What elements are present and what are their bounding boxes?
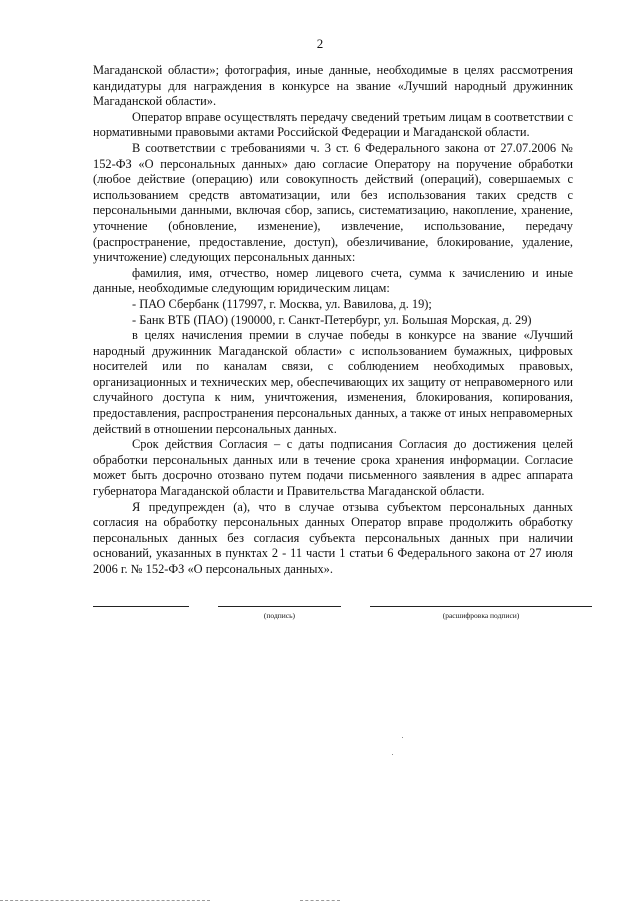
paragraph-data-list: фамилия, имя, отчество, номер лицевого счета, сумма к зачислению и иные данные, необходимые следующим юридическим лицам:	[93, 265, 573, 296]
paragraph-third-party-transfer: Оператор вправе осуществлять передачу сведений третьим лицам в соответствии с нормативными правовыми актами Российской Федерации и Магаданской области.	[93, 109, 573, 140]
scan-speck	[392, 754, 393, 755]
paragraph-purpose: в целях начисления премии в случае победы в конкурсе на звание «Лучший народный дружинник Магаданской области» с использованием бумажных, цифровых носителей или по каналам связи, с соблюдением необходимых правовых, организационных и технических мер, обеспечивающих их защиту от неправомерного или случайного доступа к ним, уничтожения, изменения, блокирования, копирования, предоставления, распространения персональных данных, а также от иных неправомерных действий в отношении персональных данных.	[93, 328, 573, 436]
scan-speck	[402, 737, 403, 738]
signature-decoding-line	[370, 606, 592, 607]
bank-item-vtb: - Банк ВТБ (ПАО) (190000, г. Санкт-Петербург, ул. Большая Морская, д. 29)	[132, 312, 532, 327]
signature-caption: (подпись)	[263, 611, 296, 620]
scan-edge-right	[300, 900, 340, 902]
signature-decoding-caption: (расшифровка подписи)	[442, 611, 520, 620]
paragraph-personal-data-continuation: Магаданской области»; фотография, иные данные, необходимые в целях рассмотрения кандидатуры для награждения в конкурсе на звание «Лучший народный дружинник Магаданской области».	[93, 63, 573, 109]
consent-text	[93, 63, 573, 578]
scan-edge-left	[0, 900, 210, 902]
date-line	[93, 606, 189, 607]
paragraph-revocation-warning: Я предупрежден (а), что в случае отзыва субъектом персональных данных согласия на обработку персональных данных Оператор вправе продолжить обработку персональных данных без согласия субъекта персональных данных при наличии оснований, указанных в пунктах 2 - 11 части 1 статьи 6 Федерального закона от 27 июля 2006 г. № 152-ФЗ «О персональных данных».	[93, 499, 573, 576]
page-number: 2	[316, 36, 324, 51]
bank-item-sberbank: - ПАО Сбербанк (117997, г. Москва, ул. Вавилова, д. 19);	[132, 296, 432, 311]
paragraph-validity-term: Срок действия Согласия – с даты подписания Согласия до достижения целей обработки персональных данных или в течение срока хранения информации. Согласие может быть досрочно отозвано путем подачи письменного заявления в адрес аппарата губернатора Магаданской области и Правительства Магаданской области.	[93, 437, 573, 499]
paragraph-consent-processing: В соответствии с требованиями ч. 3 ст. 6 Федерального закона от 27.07.2006 № 152-ФЗ «О персональных данных» даю согласие Оператору на поручение обработки (любое действие (операцию) или совокупность действий (операций), совершаемых с использованием средств автоматизации, или без использования таких средств с персональными данными, включая сбор, запись, систематизацию, накопление, хранение, уточнение (обновление, изменение), извлечение, использование, передачу (распространение, предоставление, доступ), обезличивание, блокирование, удаление, уничтожение) следующих персональных данных:	[93, 140, 573, 265]
signature-line	[218, 606, 341, 607]
